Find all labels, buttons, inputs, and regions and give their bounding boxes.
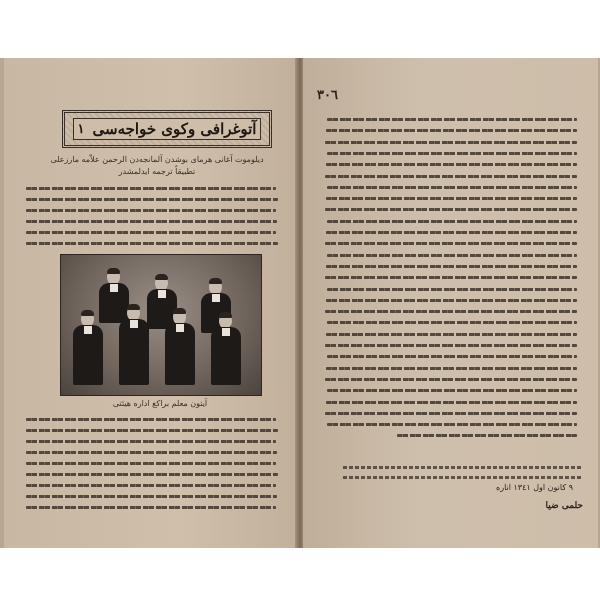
text-line: [397, 434, 577, 437]
text-line: [327, 118, 577, 121]
author-signature: حلمی ضیا: [545, 501, 583, 511]
text-line: [326, 401, 577, 404]
page-number: ٣٠٦: [317, 88, 338, 103]
article-title-frame: [62, 110, 272, 148]
text-line: [26, 242, 278, 245]
text-line: [327, 423, 577, 426]
text-line: [325, 378, 577, 381]
article-subtitle: دیلوموت آغانی هرمای بوشدن آلمانجه‌دن الرحمن علاّمه مارزعلی تطبیقاً ترجمه ایدلمشدر: [50, 155, 264, 176]
text-line: [327, 186, 577, 189]
text-line: [325, 208, 577, 211]
text-line: [26, 198, 278, 201]
text-line: [325, 175, 577, 178]
text-line: [26, 187, 276, 190]
footer-text-line: [343, 476, 581, 479]
text-line: [327, 152, 577, 155]
article-number: ١: [77, 121, 85, 137]
article-title-text: آتوغرافی وکوی خواجه‌سی: [92, 120, 257, 138]
text-line: [325, 344, 577, 347]
text-line: [327, 220, 577, 223]
text-line: [26, 418, 276, 421]
text-line: [327, 321, 577, 324]
text-line: [325, 310, 577, 313]
text-line: [325, 141, 577, 144]
text-line: [327, 355, 577, 358]
text-line: [327, 288, 577, 291]
text-line: [26, 231, 276, 234]
text-line: [26, 484, 276, 487]
text-line: [326, 333, 577, 336]
text-line: [326, 367, 577, 370]
photo-caption: آیتون معلم براکغ اداره هیئتی: [112, 399, 208, 408]
left-page: [4, 58, 297, 548]
date-line: ٩ كانون اول ١٣٤١ اناره: [496, 483, 573, 492]
text-line: [326, 231, 577, 234]
text-line: [325, 242, 577, 245]
text-line: [26, 220, 277, 223]
text-line: [26, 440, 276, 443]
footer-text-line: [343, 466, 583, 469]
text-line: [326, 197, 577, 200]
book-spread: [0, 58, 600, 548]
text-line: [26, 429, 278, 432]
text-line: [26, 506, 276, 509]
text-line: [26, 473, 278, 476]
text-line: [325, 276, 577, 279]
text-line: [326, 265, 577, 268]
article-title: [73, 118, 261, 140]
text-line: [325, 412, 577, 415]
right-page: [303, 58, 598, 548]
text-line: [26, 495, 277, 498]
group-portrait-icon: [60, 254, 262, 396]
text-line: [326, 129, 577, 132]
text-line: [26, 451, 277, 454]
text-line: [327, 389, 577, 392]
text-line: [327, 254, 577, 257]
text-line: [26, 462, 276, 465]
text-line: [26, 209, 276, 212]
text-line: [326, 299, 577, 302]
text-line: [326, 163, 577, 166]
